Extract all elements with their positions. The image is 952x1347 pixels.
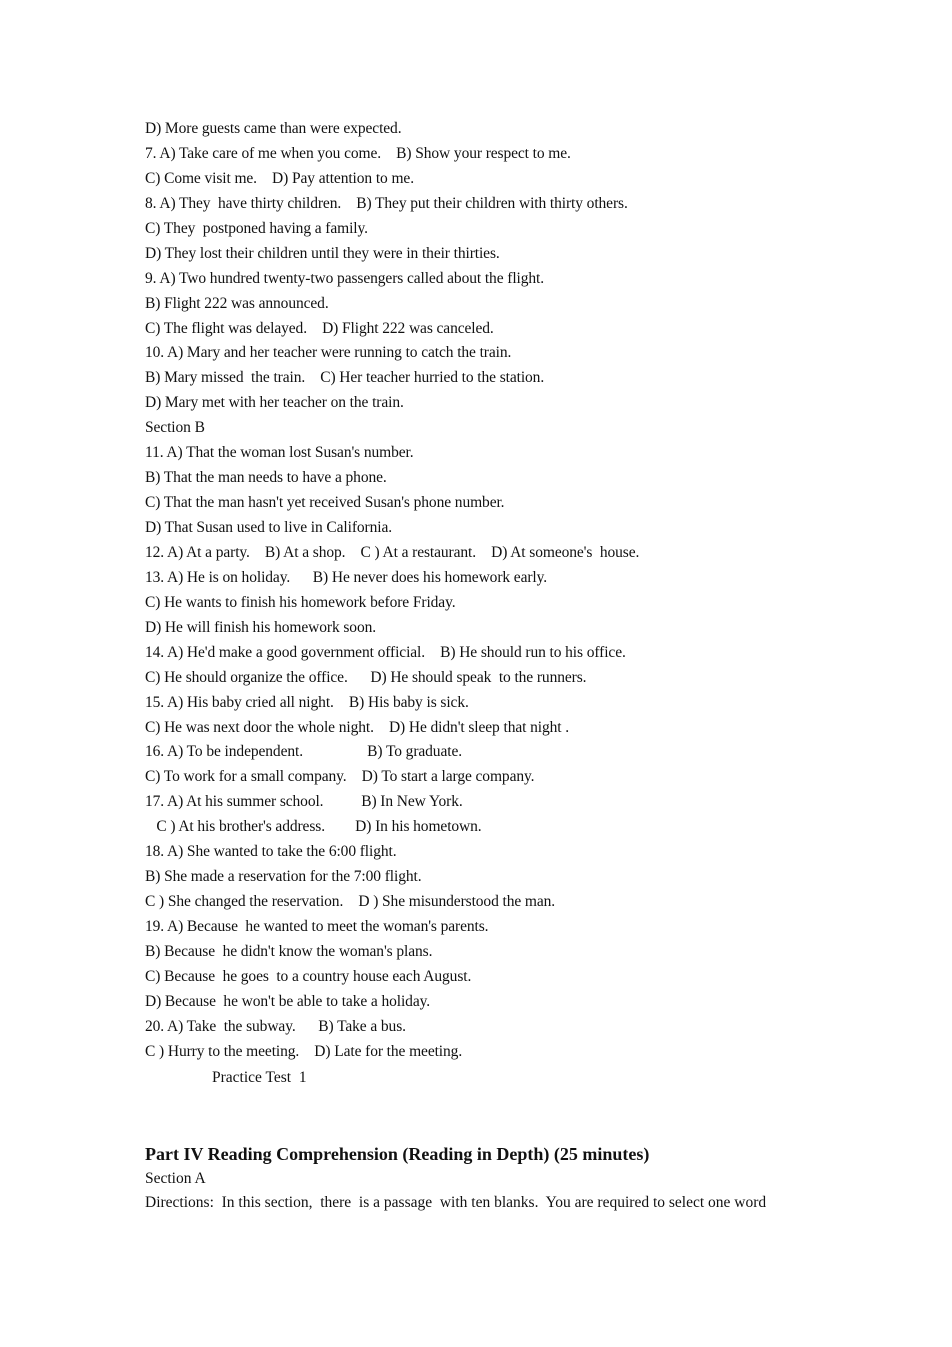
section-a-label: Section A (145, 1170, 206, 1187)
text-line: B) She made a reservation for the 7:00 flight. (145, 868, 422, 886)
text-line: 16. A) To be independent. B) To graduate. (145, 743, 463, 761)
text-line: C) He wants to finish his homework before Friday. (145, 593, 456, 611)
text-line: B) That the man needs to have a phone. (145, 469, 387, 487)
text-line: C) To work for a small company. D) To start a large company. (145, 768, 535, 786)
text-line: B) Flight 222 was announced. (145, 294, 329, 312)
text-line: C) He should organize the office. D) He should speak to the runners. (145, 668, 587, 686)
text-line: C) Because he goes to a country house each August. (145, 967, 472, 985)
text-line: 17. A) At his summer school. B) In New York. (145, 793, 463, 811)
directions-text: Directions: In this section, there is a passage with ten blanks. You are required to select one word (145, 1194, 767, 1211)
text-line: C ) She changed the reservation. D ) She misunderstood the man. (145, 893, 556, 911)
text-line: C) The flight was delayed. D) Flight 222 was canceled. (145, 319, 494, 337)
text-line: 19. A) Because he wanted to meet the woman's parents. (145, 918, 489, 935)
text-line: C) They postponed having a family. (145, 219, 368, 237)
text-line: C) That the man hasn't yet received Susan's phone number. (145, 494, 505, 512)
text-line: 13. A) He is on holiday. B) He never does his homework early. (145, 568, 548, 586)
text-line: 10. A) Mary and her teacher were running to catch the train. (145, 344, 512, 362)
text-line: D) More guests came than were expected. (145, 120, 402, 137)
text-line: D) They lost their children until they were in their thirties. (145, 244, 500, 262)
part-four-block (145, 1141, 845, 1215)
text-line: C ) At his brother's address. D) In his hometown. (145, 818, 482, 836)
text-line: 8. A) They have thirty children. B) They put their children with thirty others. (145, 194, 628, 212)
text-line: 9. A) Two hundred twenty-two passengers called about the flight. (145, 269, 545, 287)
section-b-label: Section B (145, 419, 205, 437)
text-line: D) He will finish his homework soon. (145, 618, 377, 636)
text-line: 11. A) That the woman lost Susan's number. (145, 444, 414, 462)
text-line: 12. A) At a party. B) At a shop. C ) At a restaurant. D) At someone's house. (145, 543, 640, 561)
text-line: 15. A) His baby cried all night. B) His baby is sick. (145, 693, 469, 711)
text-line: D) Mary met with her teacher on the train. (145, 394, 404, 412)
text-line: 20. A) Take the subway. B) Take a bus. (145, 1017, 406, 1035)
text-line: D) That Susan used to live in California. (145, 519, 393, 536)
text-line: D) Because he won't be able to take a holiday. (145, 992, 431, 1010)
question-lines (145, 117, 845, 1065)
text-line: B) Mary missed the train. C) Her teacher hurried to the station. (145, 369, 545, 387)
text-line: C) He was next door the whole night. D) He didn't sleep that night . (145, 718, 570, 736)
text-line: C ) Hurry to the meeting. D) Late for the meeting. (145, 1042, 463, 1060)
text-line: 18. A) She wanted to take the 6:00 flight. (145, 843, 397, 861)
text-line: 7. A) Take care of me when you come. B) Show your respect to me. (145, 144, 571, 162)
text-line: B) Because he didn't know the woman's plans. (145, 942, 433, 960)
practice-test-label: Practice Test 1 (212, 1069, 307, 1086)
text-line: C) Come visit me. D) Pay attention to me. (145, 169, 414, 187)
part-four-heading: Part IV Reading Comprehension (Reading in Depth) (25 minutes) (145, 1144, 650, 1164)
text-line: 14. A) He'd make a good government official. B) He should run to his office. (145, 643, 626, 661)
